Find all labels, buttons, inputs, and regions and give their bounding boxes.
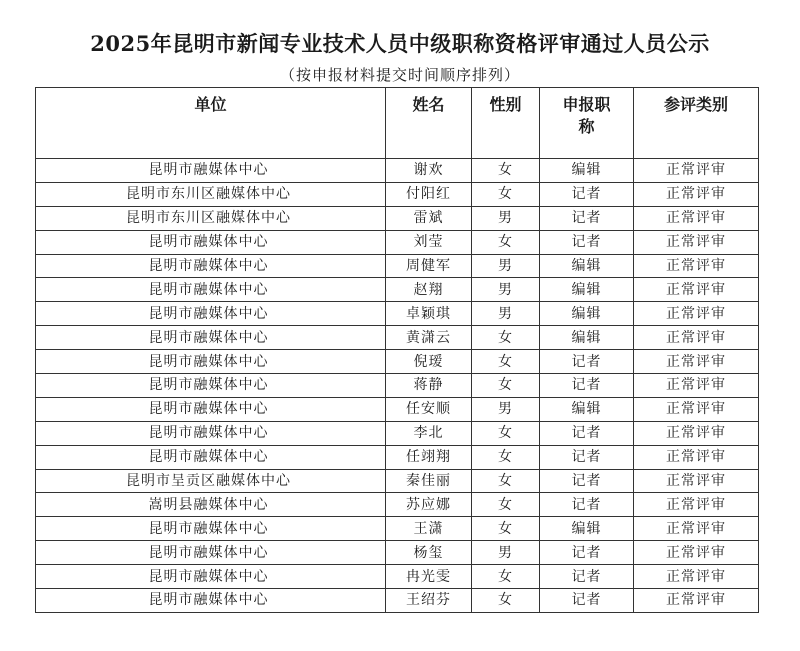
- table-row: [36, 206, 759, 230]
- cell-unit: 昆明市呈贡区融媒体中心: [36, 469, 386, 493]
- table-row: [36, 589, 759, 613]
- cell-title-applied: 编辑: [540, 278, 634, 302]
- cell-title-applied: 记者: [540, 541, 634, 565]
- cell-review-category: 正常评审: [634, 182, 759, 206]
- cell-title-applied: 编辑: [540, 254, 634, 278]
- table-row: [36, 421, 759, 445]
- cell-name: 苏应娜: [386, 493, 472, 517]
- cell-gender: 女: [472, 421, 540, 445]
- table-row: [36, 326, 759, 350]
- cell-name: 任翊翔: [386, 445, 472, 469]
- cell-unit: 昆明市融媒体中心: [36, 541, 386, 565]
- cell-gender: 女: [472, 326, 540, 350]
- table-row: [36, 397, 759, 421]
- cell-unit: 嵩明县融媒体中心: [36, 493, 386, 517]
- cell-name: 刘莹: [386, 230, 472, 254]
- cell-review-category: 正常评审: [634, 541, 759, 565]
- cell-title-applied: 记者: [540, 350, 634, 374]
- cell-title-applied: 记者: [540, 445, 634, 469]
- cell-review-category: 正常评审: [634, 517, 759, 541]
- cell-unit: 昆明市融媒体中心: [36, 589, 386, 613]
- cell-gender: 女: [472, 589, 540, 613]
- cell-review-category: 正常评审: [634, 397, 759, 421]
- cell-name: 蒋静: [386, 374, 472, 398]
- cell-name: 任安顺: [386, 397, 472, 421]
- cell-gender: 男: [472, 397, 540, 421]
- cell-review-category: 正常评审: [634, 159, 759, 183]
- cell-title-applied: 记者: [540, 421, 634, 445]
- table-row: [36, 230, 759, 254]
- cell-name: 卓颖琪: [386, 302, 472, 326]
- cell-title-applied: 记者: [540, 469, 634, 493]
- cell-unit: 昆明市融媒体中心: [36, 350, 386, 374]
- cell-gender: 女: [472, 230, 540, 254]
- cell-unit: 昆明市融媒体中心: [36, 326, 386, 350]
- cell-name: 周健军: [386, 254, 472, 278]
- cell-name: 黄潇云: [386, 326, 472, 350]
- cell-gender: 男: [472, 254, 540, 278]
- cell-name: 付阳红: [386, 182, 472, 206]
- cell-review-category: 正常评审: [634, 469, 759, 493]
- table-row: [36, 350, 759, 374]
- table-row: [36, 445, 759, 469]
- cell-review-category: 正常评审: [634, 278, 759, 302]
- cell-title-applied: 记者: [540, 230, 634, 254]
- personnel-table: [35, 87, 759, 613]
- cell-unit: 昆明市融媒体中心: [36, 445, 386, 469]
- table-row: [36, 302, 759, 326]
- table-row: [36, 565, 759, 589]
- cell-title-applied: 记者: [540, 493, 634, 517]
- table-header-row: [36, 88, 759, 159]
- cell-review-category: 正常评审: [634, 589, 759, 613]
- header-gender: 性别: [472, 88, 540, 159]
- document-title: 2025年昆明市新闻专业技术人员中级职称资格评审通过人员公示: [90, 31, 710, 56]
- cell-gender: 女: [472, 445, 540, 469]
- cell-name: 杨玺: [386, 541, 472, 565]
- header-name: 姓名: [386, 88, 472, 159]
- cell-title-applied: 记者: [540, 589, 634, 613]
- table-row: [36, 159, 759, 183]
- header-title-applied: 申报职称: [540, 88, 634, 159]
- cell-review-category: 正常评审: [634, 445, 759, 469]
- cell-review-category: 正常评审: [634, 374, 759, 398]
- cell-title-applied: 记者: [540, 206, 634, 230]
- cell-unit: 昆明市融媒体中心: [36, 230, 386, 254]
- cell-unit: 昆明市融媒体中心: [36, 302, 386, 326]
- cell-title-applied: 编辑: [540, 326, 634, 350]
- table-row: [36, 374, 759, 398]
- cell-review-category: 正常评审: [634, 350, 759, 374]
- cell-review-category: 正常评审: [634, 326, 759, 350]
- cell-title-applied: 记者: [540, 565, 634, 589]
- table-row: [36, 493, 759, 517]
- cell-gender: 男: [472, 278, 540, 302]
- cell-unit: 昆明市东川区融媒体中心: [36, 206, 386, 230]
- cell-unit: 昆明市融媒体中心: [36, 254, 386, 278]
- cell-unit: 昆明市东川区融媒体中心: [36, 182, 386, 206]
- table-row: [36, 469, 759, 493]
- cell-gender: 女: [472, 374, 540, 398]
- cell-gender: 女: [472, 159, 540, 183]
- cell-review-category: 正常评审: [634, 230, 759, 254]
- cell-name: 王潇: [386, 517, 472, 541]
- table-row: [36, 517, 759, 541]
- cell-title-applied: 编辑: [540, 302, 634, 326]
- cell-gender: 男: [472, 302, 540, 326]
- cell-review-category: 正常评审: [634, 493, 759, 517]
- cell-review-category: 正常评审: [634, 565, 759, 589]
- cell-unit: 昆明市融媒体中心: [36, 565, 386, 589]
- document-subtitle: （按申报材料提交时间顺序排列）: [279, 66, 520, 84]
- header-review-category: 参评类别: [634, 88, 759, 159]
- cell-gender: 男: [472, 541, 540, 565]
- cell-unit: 昆明市融媒体中心: [36, 278, 386, 302]
- cell-name: 谢欢: [386, 159, 472, 183]
- cell-name: 秦佳丽: [386, 469, 472, 493]
- cell-unit: 昆明市融媒体中心: [36, 421, 386, 445]
- table-row: [36, 254, 759, 278]
- cell-title-applied: 编辑: [540, 159, 634, 183]
- cell-gender: 女: [472, 469, 540, 493]
- table-row: [36, 182, 759, 206]
- cell-review-category: 正常评审: [634, 206, 759, 230]
- cell-title-applied: 编辑: [540, 517, 634, 541]
- table-body: [36, 159, 759, 613]
- cell-gender: 女: [472, 565, 540, 589]
- table-row: [36, 541, 759, 565]
- cell-name: 赵翔: [386, 278, 472, 302]
- cell-name: 王绍芬: [386, 589, 472, 613]
- cell-unit: 昆明市融媒体中心: [36, 397, 386, 421]
- cell-gender: 女: [472, 493, 540, 517]
- header-unit: 单位: [36, 88, 386, 159]
- cell-unit: 昆明市融媒体中心: [36, 374, 386, 398]
- cell-gender: 女: [472, 182, 540, 206]
- cell-title-applied: 记者: [540, 182, 634, 206]
- cell-name: 冉光雯: [386, 565, 472, 589]
- cell-review-category: 正常评审: [634, 421, 759, 445]
- cell-gender: 女: [472, 350, 540, 374]
- cell-gender: 女: [472, 517, 540, 541]
- cell-review-category: 正常评审: [634, 254, 759, 278]
- cell-gender: 男: [472, 206, 540, 230]
- cell-title-applied: 编辑: [540, 397, 634, 421]
- cell-title-applied: 记者: [540, 374, 634, 398]
- cell-name: 倪瑷: [386, 350, 472, 374]
- cell-unit: 昆明市融媒体中心: [36, 517, 386, 541]
- cell-unit: 昆明市融媒体中心: [36, 159, 386, 183]
- cell-name: 李北: [386, 421, 472, 445]
- cell-review-category: 正常评审: [634, 302, 759, 326]
- cell-name: 雷斌: [386, 206, 472, 230]
- table-row: [36, 278, 759, 302]
